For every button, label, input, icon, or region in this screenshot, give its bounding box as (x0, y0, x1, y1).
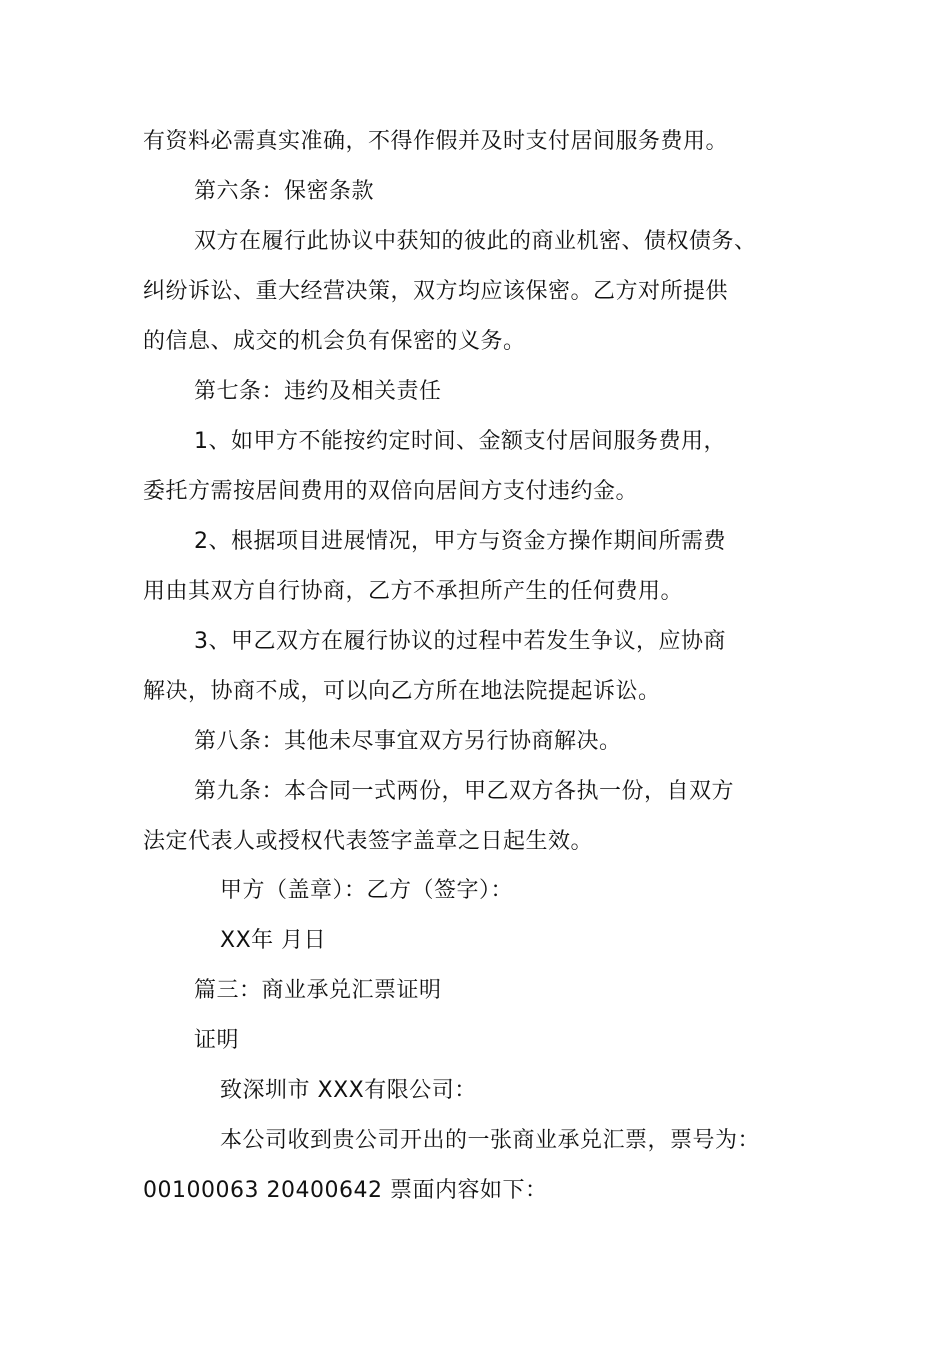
section-heading-article-8: 第八条：其他未尽事宜双方另行协商解决。 (194, 729, 622, 754)
text-line: 本公司收到贵公司开出的一张商业承兑汇票，票号为： (220, 1128, 761, 1153)
text-line: 3、甲乙双方在履行协议的过程中若发生争议，应协商 (194, 629, 726, 654)
text-line: 1、如甲方不能按约定时间、金额支付居间服务费用， (194, 429, 726, 454)
text-line: 解决，协商不成，可以向乙方所在地法院提起诉讼。 (143, 679, 661, 704)
section-heading-article-7: 第七条：违约及相关责任 (194, 379, 442, 404)
date-line: XX年 月日 (220, 928, 327, 953)
text-line: 2、根据项目进展情况，甲方与资金方操作期间所需费 (194, 529, 726, 554)
certificate-title: 证明 (194, 1028, 240, 1053)
chapter-heading: 篇三：商业承兑汇票证明 (194, 978, 442, 1003)
text-line: 有资料必需真实准确，不得作假并及时支付居间服务费用。 (143, 129, 729, 154)
addressee-line: 致深圳市 XXX有限公司： (220, 1078, 477, 1103)
text-line: 00100063 20400642 票面内容如下： (143, 1178, 548, 1203)
section-heading-article-9: 第九条：本合同一式两份，甲乙双方各执一份，自双方 (194, 779, 735, 804)
text-line: 的信息、成交的机会负有保密的义务。 (143, 329, 526, 354)
text-line: 委托方需按居间费用的双倍向居间方支付违约金。 (143, 479, 639, 504)
text-line: 双方在履行此协议中获知的彼此的商业机密、债权债务、 (194, 229, 757, 254)
section-heading-article-6: 第六条：保密条款 (194, 179, 375, 204)
text-line: 法定代表人或授权代表签字盖章之日起生效。 (143, 829, 594, 854)
text-line: 用由其双方自行协商，乙方不承担所产生的任何费用。 (143, 579, 684, 604)
signature-line: 甲方（盖章）：乙方（签字）： (220, 878, 514, 903)
text-line: 纠纷诉讼、重大经营决策，双方均应该保密。乙方对所提供 (143, 279, 729, 304)
